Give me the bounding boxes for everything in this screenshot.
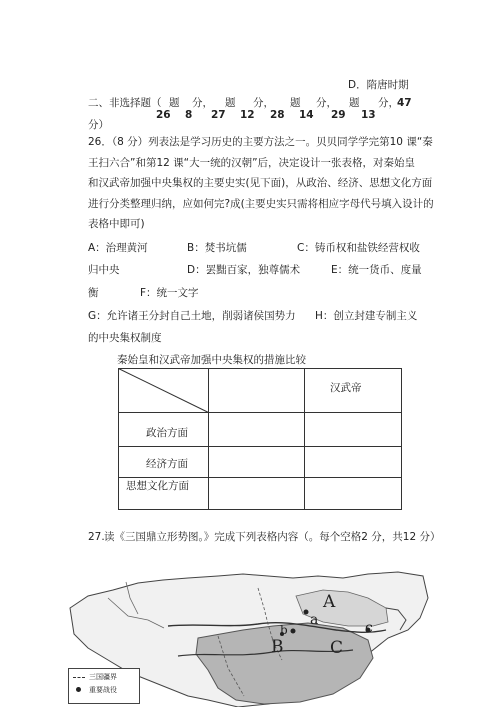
q27-text: 读《三国鼎立形势图。》完成下列表格内容（。每个空格2 分，共12 分） (104, 531, 441, 543)
q26-option-c-cont: 归中央 (88, 264, 120, 276)
section-num-27: 27 (211, 109, 226, 121)
section-title: 二、非选择题（ (88, 97, 162, 109)
section-num-8: 8 (185, 109, 193, 121)
q26-option-e: E：统一货币、度量 (331, 264, 422, 276)
q26-option-h-cont: 的中央集权制度 (88, 332, 162, 344)
map-label-a-upper: A (323, 592, 336, 612)
three-kingdoms-map (68, 568, 430, 707)
q26-line-2: 王扫六合”和第12 课“大一统的汉朝”后，决定设计一张表格，对秦始皇 (88, 157, 416, 169)
section-num-13: 13 (361, 109, 376, 121)
option-d: D．隋唐时期 (348, 79, 409, 91)
section-blank-2: 分， (192, 97, 213, 109)
table-row-culture: 思想文化方面 (126, 480, 189, 492)
q26-line-1: 26．（8 分）列表法是学习历史的主要方法之一。贝贝同学学完第10 课“秦 (88, 136, 433, 148)
map-label-c-upper: C (330, 638, 344, 658)
legend-battle-label: 重要战役 (89, 686, 117, 694)
q26-line-5: 表格中即可) (88, 218, 145, 230)
section-num-29: 29 (331, 109, 346, 121)
section-blank-5: 题 (290, 97, 301, 109)
comparison-table-title: 秦始皇和汉武帝加强中央集权的措施比较 (117, 354, 306, 366)
q26-line-4: 进行分类整理归纳，应如何完?成(主要史实只需将相应字母代号填入设计的 (88, 198, 434, 210)
map-legend (68, 668, 140, 704)
q26-option-e-cont: 衡 (88, 287, 99, 299)
q27-number: 27. (88, 531, 105, 543)
section-blank-6: 分， (316, 97, 337, 109)
q26-option-c: C：铸币权和盐铁经营权收 (297, 242, 420, 254)
q26-option-b: B：焚书坑儒 (187, 242, 247, 254)
q26-option-d: D：罢黜百家，独尊儒术 (187, 264, 301, 276)
section-num-12: 12 (240, 109, 255, 121)
q26-option-h: H：创立封建专制主义 (315, 310, 418, 322)
section-num-14: 14 (299, 109, 314, 121)
section-num-28: 28 (270, 109, 285, 121)
legend-border-label: 三国疆界 (89, 673, 117, 681)
section-tail: 分） (88, 119, 109, 131)
map-label-b-upper: B (271, 637, 284, 657)
section-total: 47 (397, 97, 412, 109)
q26-line-3: 和汉武帝加强中央集权的主要史实(见下面)，从政治、经济、思想文化方面 (88, 177, 433, 189)
section-blank-8: 分， (378, 97, 399, 109)
table-row-politics: 政治方面 (146, 427, 188, 439)
map-label-b-lower: b (280, 623, 288, 637)
map-label-c-lower: c (365, 620, 373, 636)
section-blank-7: 题 (349, 97, 360, 109)
legend-border-swatch (73, 677, 85, 678)
legend-battle-marker (76, 687, 81, 692)
q26-option-f: F：统一文字 (140, 287, 199, 299)
q26-option-a: A：治理黄河 (88, 242, 148, 254)
section-blank-3: 题 (225, 97, 236, 109)
table-header-hanwudi: 汉武帝 (330, 382, 362, 394)
table-row-economy: 经济方面 (146, 458, 188, 470)
section-num-26: 26 (156, 109, 171, 121)
section-blank-1: 题 (169, 97, 180, 109)
section-blank-4: 分， (253, 97, 274, 109)
map-label-a-lower: a (310, 612, 319, 628)
q26-option-g: G：允许诸王分封自己土地，削弱诸侯国势力 (88, 310, 296, 322)
